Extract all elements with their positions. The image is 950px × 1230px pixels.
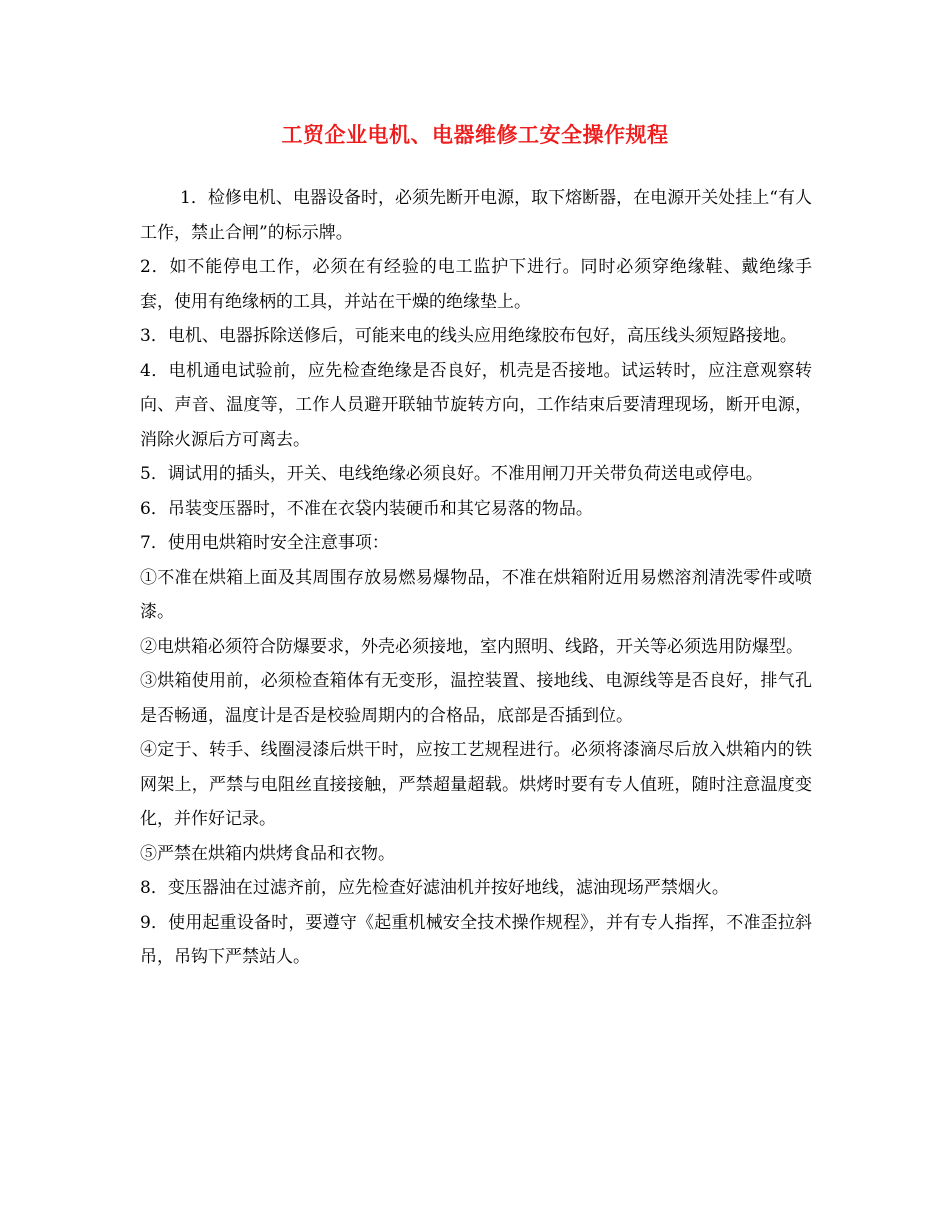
- rule-item-1: 1．检修电机、电器设备时，必须先断开电源，取下熔断器，在电源开关处挂上“有人工作，禁止合闸”的标示牌。: [140, 188, 812, 243]
- rule-item-4: 4．电机通电试验前，应先检查绝缘是否良好，机壳是否接地。试运转时，应注意观察转向、声音、温度等，工作人员避开联轴节旋转方向，工作结束后要清理现场，断开电源，消除火源后方可离去。: [140, 360, 812, 450]
- rule-subitem-2: ②电烘箱必须符合防爆要求，外壳必须接地，室内照明、线路，开关等必须选用防爆型。: [140, 636, 803, 657]
- rule-subitem-4: ④定于、转手、线圈浸漆后烘干时，应按工艺规程进行。必须将漆滴尽后放入烘箱内的铁网架上，严禁与电阻丝直接接触，严禁超量超载。烘烤时要有专人值班，随时注意温度变化，并作好记录。: [140, 740, 812, 829]
- rule-item-5: 5．调试用的插头，开关、电线绝缘必须良好。不准用闸刀开关带负荷送电或停电。: [140, 464, 763, 484]
- rule-item-2: 2．如不能停电工作，必须在有经验的电工监护下进行。同时必须穿绝缘鞋、戴绝缘手套，使用有绝缘柄的工具，并站在干燥的绝缘垫上。: [140, 257, 812, 312]
- document-title: 工贸企业电机、电器维修工安全操作规程: [281, 122, 669, 147]
- rule-item-9: 9．使用起重设备时，要遵守《起重机械安全技术操作规程》，并有专人指挥，不准歪拉斜吊，吊钩下严禁站人。: [140, 912, 812, 967]
- rule-subitem-1: ①不准在烘箱上面及其周围存放易燃易爆物品，不准在烘箱附近用易燃溶剂清洗零件或喷漆。: [140, 567, 812, 622]
- rule-item-6: 6．吊装变压器时，不准在衣袋内装硬币和其它易落的物品。: [140, 498, 593, 519]
- rule-subitem-5: ⑤严禁在烘箱内烘烤食品和衣物。: [140, 843, 395, 864]
- rule-subitem-3: ③烘箱使用前，必须检查箱体有无变形，温控装置、接地线、电源线等是否良好，排气孔是否畅通，温度计是否是校验周期内的合格品，底部是否插到位。: [140, 671, 812, 726]
- rule-item-8: 8．变压器油在过滤齐前，应先检查好滤油机并按好地线，滤油现场严禁烟火。: [140, 878, 729, 898]
- document-body: [140, 181, 812, 975]
- rule-item-7: 7．使用电烘箱时安全注意事项：: [140, 533, 389, 553]
- rule-item-3: 3．电机、电器拆除送修后，可能来电的线头应用绝缘胶布包好，高压线头须短路接地。: [140, 326, 797, 346]
